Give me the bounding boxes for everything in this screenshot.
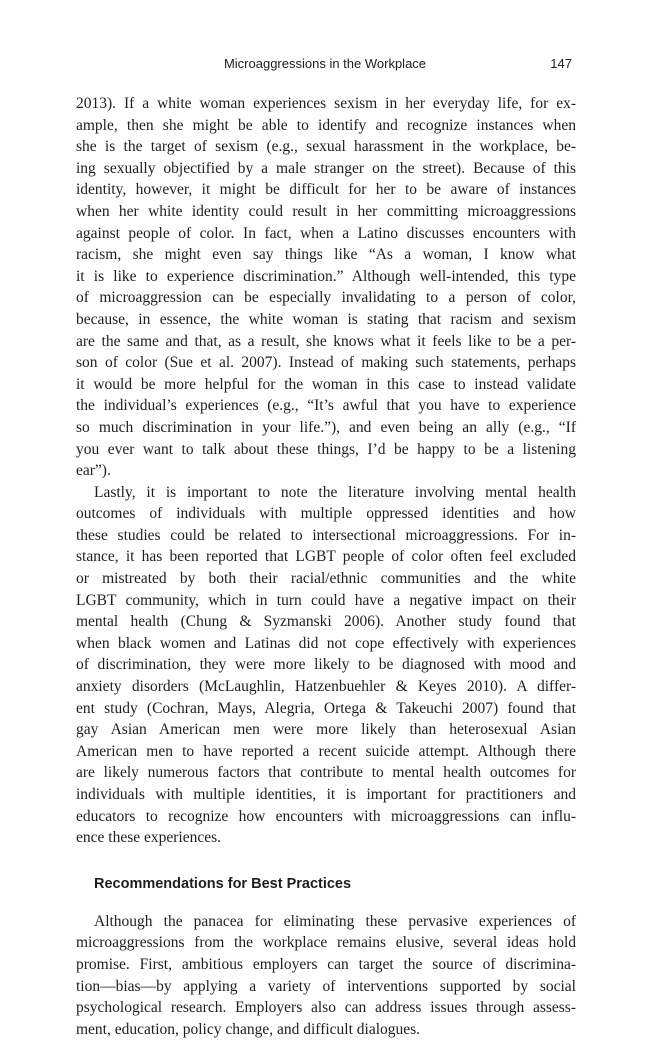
text-line: American men to have reported a recent suicide attempt. Although there (76, 742, 576, 760)
text-line: ing sexually objectified by a male stranger on the street). Because of this (76, 159, 576, 177)
paragraph-recommendations (76, 911, 576, 1040)
text-line: microaggressions from the workplace remains elusive, several ideas hold (76, 934, 576, 952)
text-line: of discrimination, they were more likely to be diagnosed with mood and (76, 656, 576, 674)
text-line: when her white identity could result in her committing microaggressions (76, 202, 576, 220)
text-line: mental health (Chung & Syzmanski 2006). Another study found that (76, 613, 576, 631)
text-line: are likely numerous factors that contribute to mental health outcomes for (76, 764, 576, 782)
text-line: ent study (Cochran, Mays, Alegria, Ortega & Takeuchi 2007) found that (76, 699, 576, 717)
text-line: individuals with multiple identities, it is important for practitioners and (76, 786, 576, 803)
text-line: it is like to experience discrimination.” Although well-intended, this type (76, 267, 576, 285)
page-number: 147 (550, 56, 572, 71)
text-line: Lastly, it is important to note the literature involving mental health (94, 483, 576, 501)
running-head-title: Microaggressions in the Workplace (223, 56, 427, 71)
text-line: stance, it has been reported that LGBT people of color often feel excluded (76, 548, 576, 566)
text-line: when black women and Latinas did not cope effectively with experiences (76, 634, 576, 652)
text-line: it would be more helpful for the woman in this case to instead validate (76, 375, 576, 393)
section-heading-block (76, 849, 576, 911)
paragraph-mental-health (76, 482, 576, 849)
text-line: you ever want to talk about these things, I’d be happy to be a listening (76, 440, 576, 458)
text-line: against people of color. In fact, when a Latino discusses encounters with (76, 224, 576, 242)
text-line: ear”). (76, 462, 111, 480)
text-line: tion—bias—by applying a variety of interventions supported by social (76, 977, 576, 995)
text-line: racism, she might even say things like “As a woman, I know what (76, 246, 576, 264)
text-line: or mistreated by both their racial/ethnic communities and the white (76, 570, 576, 588)
text-line: these studies could be related to intersectional microaggressions. For in- (76, 526, 576, 544)
text-line: the individual’s experiences (e.g., “It’s awful that you have to experience (76, 397, 576, 415)
text-line: outcomes of individuals with multiple oppressed identities and how (76, 505, 576, 523)
text-line: gay Asian American men were more likely than heterosexual Asian (76, 721, 576, 739)
text-line: because, in essence, the white woman is stating that racism and sexism (76, 310, 576, 328)
text-line: promise. First, ambitious employers can target the source of discrimina- (76, 955, 576, 973)
section-heading: Recommendations for Best Practices (94, 875, 352, 892)
text-line: LGBT community, which in turn could have a negative impact on their (76, 591, 576, 609)
text-line: she is the target of sexism (e.g., sexual harassment in the workplace, be- (76, 138, 576, 156)
body-text (76, 93, 576, 1040)
text-line: are the same and that, as a result, she knows what it feels like to be a per- (76, 332, 576, 350)
text-line: of microaggression can be especially invalidating to a person of color, (76, 289, 576, 307)
text-line: anxiety disorders (McLaughlin, Hatzenbuehler & Keyes 2010). A differ- (76, 678, 576, 696)
text-line: ment, education, policy change, and difficult dialogues. (76, 1020, 421, 1038)
paragraph-continued (76, 93, 576, 482)
text-line: educators to recognize how encounters with microaggressions can influ- (76, 807, 576, 825)
text-line: Although the panacea for eliminating these pervasive experiences of (94, 912, 576, 930)
text-line: identity, however, it might be difficult for her to be aware of instances (76, 181, 576, 199)
text-line: son of color (Sue et al. 2007). Instead of making such statements, perhaps (76, 354, 576, 372)
text-line: 2013). If a white woman experiences sexism in her everyday life, for ex- (76, 95, 576, 112)
text-line: so much discrimination in your life.”), and even being an ally (e.g., “If (76, 418, 576, 436)
text-line: psychological research. Employers also can address issues through assess- (76, 999, 576, 1017)
text-line: ence these experiences. (76, 829, 222, 847)
text-line: ample, then she might be able to identify and recognize instances when (76, 116, 576, 134)
